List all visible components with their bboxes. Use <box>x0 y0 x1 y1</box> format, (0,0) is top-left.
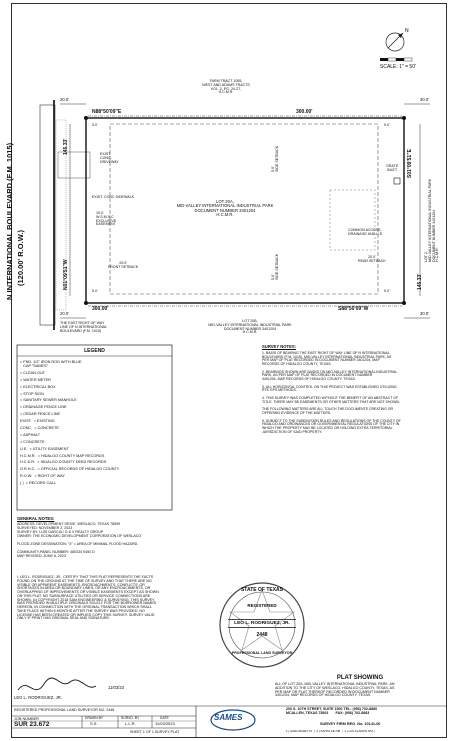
grate-inlet <box>394 178 400 184</box>
survey-note: THE FOLLOWING MATTERS ARE ALL TOUCH THE DOCUMENTS CREATING OR OFFERING EVIDENCE OF THE MATTERS: <box>262 407 394 416</box>
side-setback-top: 5.0' SIDE SETBACK <box>271 145 279 172</box>
survey-note: 3. ALL HORIZONTAL CONTROL ON THIS PROJECT WAS ESTABLISHED UTILIZING RTK GPS METHODS. <box>262 384 397 393</box>
road-row: (120.00' R.O.W.) <box>16 230 25 286</box>
date-value: 11/03/2023 <box>155 721 175 726</box>
legend-item: = ELECTRICAL BOX <box>20 384 56 389</box>
north-tract-label: FARM TRACT 1055, WEST AND ADAMS TRACTS VOL. 2, PG. 24-27, H.C.M.R. <box>202 79 250 95</box>
bearing-north: N88°50'09"E <box>92 109 122 115</box>
survey-note: 1. BASIS OF BEARING THE EAST RIGHT OF WAY LINE OF N INTERNATIONAL BOULEVARD (F.M. 1015), MID-VALLEY INTERNATIONAL INDUSTRIAL PARK, AS PER MAP OF PLAT RECORDED IN DOCUMENT NUMBER 3401204, MAP RECORDS OF HIDALGO COUNTY, TEXAS <box>262 351 392 367</box>
legend-item: = DRAINAGE FENCE LINE <box>20 405 67 410</box>
plat-description: ALL OF LOT 20A, MID-VALLEY INTERNATIONAL INDUSTRIAL PARK, AN ADDITION TO THE CITY OF WESLACO, HIDALGO COUNTY, TEXAS, AS PER MAP OR PLAT THEREOF RECORDED IN DOCUMENT NUMBER 3401204, MAP RECORDS OF HIDALGO COUNTY, TEXAS. <box>275 682 395 698</box>
general-note-line: COMMUNITY-PANEL NUMBER: 480334 0450 D <box>17 550 95 554</box>
common-access-area <box>330 190 375 250</box>
grate-inlet-label: GRATE INLET <box>386 164 399 172</box>
general-notes-title: GENERAL NOTES: <box>17 516 55 521</box>
bearing-west: N01°09'51"W <box>63 259 69 290</box>
legend-item: H.C.D.R. = HIDALGO COUNTY DEED RECORDS <box>20 460 107 465</box>
road-strip <box>40 105 55 325</box>
corner-nw <box>84 116 88 120</box>
seal-top: STATE OF TEXAS <box>240 587 284 593</box>
signature-date: 11/03/23 <box>108 685 124 690</box>
survey-note: 4. THIS SURVEY WAS COMPLETED WITHOUT THE BENEFIT OF AN ABSTRACT OF TITLE. THERE MAY BE EASEMENTS OR OTHER MATTERS THAT ARE NOT SHOWN. <box>262 396 400 404</box>
firm-address: 200 S. 10TH STREET, SUITE 1500 TEL: (956) 702-8880 MCALLEN, TEXAS 78501 FAX: (956) 702-8883 <box>286 707 378 715</box>
driveway <box>58 152 90 178</box>
legend-item: U.E. = UTILITY EASEMENT <box>20 446 69 451</box>
front-setback-label: 20.0' FRONT SETBACK <box>108 261 139 269</box>
north-arrow-icon <box>386 28 409 51</box>
scale-bar <box>380 58 412 61</box>
signature-name: LEO L. RODRIGUEZ, JR. <box>14 695 62 700</box>
survey-note: 2. BEARINGS SHOWN ARE BASED ON MID-VALLEY INTERNATIONAL INDUSTRIAL PARK, AS PER MAP OF PLAT RECORDED IN DOCUMENT NUMBER 3401204, MAP RECORDS OF HIDALGO COUNTY, TEXAS. <box>262 369 398 382</box>
firm-logo: SAMES <box>214 713 243 722</box>
easement-label: 15.0' W.S.M.S.C. EXCLUSIVE EASEMENT <box>96 211 117 227</box>
dim-20b: 20.0' <box>60 311 69 316</box>
drawn-value: S.S. <box>90 721 98 726</box>
legend-item: R.O.W. = RIGHT OF WAY <box>20 474 65 479</box>
dist-north: 300.00' <box>296 109 313 115</box>
general-note-line: MAP REVISED: JUNE 6, 2023 <box>17 554 66 558</box>
lot-east-label: LOT 2, MID-VALLEY INTERNATIONAL INDUSTRIAL PARK DOCUMENT NUMBER 3401204 H.C.M.R. <box>424 178 440 262</box>
corner-sw <box>84 301 88 305</box>
legend-item: = CONCRETE <box>20 439 45 444</box>
seal-bottom: PROFESSIONAL LAND SURVEYOR <box>231 651 293 655</box>
survey-notes-list <box>262 352 442 438</box>
signature-title: REGISTERED PROFESSIONAL LAND SURVEYOR NO. 2448 <box>14 708 115 712</box>
legend-item: = STOP SIGN <box>20 391 44 396</box>
side-setback-bottom: 5.0' SIDE SETBACK <box>271 253 279 280</box>
seal-number: 2448 <box>256 632 268 638</box>
dim-5b: 5.0' <box>384 123 390 127</box>
job-value: SUR 23.672 <box>14 721 50 728</box>
legend-item: = ASPHALT <box>20 432 41 437</box>
general-note-line: SURVEY BY: LUIS GARCIA / G & V REALTY GROUP <box>17 530 104 534</box>
dim-30b: 30.0' <box>420 311 429 316</box>
legend-item: EXIST. = EXISTING <box>20 419 55 424</box>
bearing-south: S88°50'09"W <box>338 306 369 312</box>
general-note-line: ADDRESS: DEVELOPMENT DRIVE, WESLACO, TEXAS 78599 <box>17 522 121 526</box>
row-line-label: THE EAST RIGHT OF WAY LINE OF N INTERNATIONAL BOULEVARD (F.M. 1015) <box>60 321 108 333</box>
general-note-line: FLOOD ZONE DESIGNATION: "X" = AREA OF MINIMAL FLOOD HAZARD. <box>17 542 139 546</box>
general-note-line: OWNER: THE ECONOMIC DEVELOPMENT CORPORATION OF WESLACO <box>17 534 142 538</box>
legend-item: = FND. 1/2" IRON ROD WITH BLUE CAP "SAMES" <box>20 360 82 368</box>
scale-label: SCALE: 1" = 50' <box>380 64 416 70</box>
survey-notes-title: SURVEY NOTES: <box>262 344 297 349</box>
date-label: DATE <box>160 716 169 720</box>
survey-note: 5. SUBJECT TO THE SUBDIVISION RULES AND REGULATIONS OF THE COUNTY OF HIDALGO AND ORDINANCES OR GOVERNMENTAL REGULATIONS OF THE CITY IN WHICH THE PROPERTY MAY BE LOCATED OR HOLDING EXTRA TERRITORIAL JURISDICTION OF SAID PROPERTY. <box>262 418 401 434</box>
legend-item: = WATER METER <box>20 377 51 382</box>
dim-5c: 5.0' <box>92 289 98 293</box>
driveway-label: EXIST. CONC. DRIVEWAY <box>100 152 119 164</box>
rear-setback-label: 20.0' REAR SETBACK <box>358 255 386 263</box>
firm-number: SURVEY FIRM REG. No. 10141-00 <box>320 722 381 726</box>
certification-text: I, LEO L. RODRIGUEZ, JR., CERTIFY THAT THIS PLAT REPRESENTS THE FACTS FOUND ON THE GROUND AT THE TIME OF SURVEY AND THAT THERE ARE NO VISIBLE OR APPARENT EASEMENTS, ENCROACHMENTS, CONFLICTS, OR SHORTAGES IN AREA OR BOUNDARY LINES, OR ANY ENCROACHMENTS, OR OVERLAPPING OF IMPROVEMENTS OR VISIBLE EASEMENTS EXCEPT AS SHOWN ON THIS PLAT. NO SUBSURFACE UTILITIES OR SERVICE CONNECTIONS ARE SHOWN. (c) COPYRIGHT 2018 SAM ENGINEERING & SURVEYING. THIS SURVEY WAS PROVIDED IN MULTIPLE ORIGINALS SOLELY FOR THE BORROWER NAMED HEREON, IN CONNECTION WITH THE ORIGINAL TRANSACTION WHICH SHALL TAKE PLACE WITHIN 6 MONTHS AFTER THE SURVEY WAS PROVIDED. NO LICENSE HAS BEEN CREATED OR IMPLIED COPY THIS SURVEY. SURVEY VALID ONLY IF PRINT HAS ORIGINAL SEAL AND SIGNATURE. <box>17 575 159 621</box>
lot-south-label: LOT 20B, MID-VALLEY INTERNATIONAL INDUSTRIAL PARK DOCUMENT NUMBER 3401204 H.C.M.R. <box>208 319 292 335</box>
dist-south: 300.00' <box>92 306 109 312</box>
legend-item: = SANITARY SEWER MANHOLE <box>20 398 77 403</box>
sidewalk-label: EXIST. CONC SIDEWALK <box>92 195 135 199</box>
plat-title: PLAT SHOWING <box>336 675 384 681</box>
corner-ne <box>402 116 406 120</box>
svg-text:N: N <box>405 28 409 34</box>
dim-5d: 5.0' <box>384 289 390 293</box>
sheet-label: SHEET 1 OF 1 SURVEY PLAT <box>130 730 180 734</box>
legend-item: = CLEAN OUT <box>20 370 46 375</box>
survd-label: SURVD. BY <box>121 716 140 720</box>
lot-title: LOT 20A, MID-VALLEY INTERNATIONAL INDUSTRIAL PARK DOCUMENT NUMBER 3401204 H.C.M.R. <box>176 199 274 218</box>
survd-value: L.L.R. <box>125 721 136 726</box>
firm-footer: 1 | HARLINGEN TX | 2 | SANTA FE NM | 1 | LAS ALAMOS NM. | <box>286 729 376 733</box>
seal-name: LEO L. RODRIGUEZ, JR. <box>228 619 296 628</box>
common-access-label: COMMON ACCESS, DRAINAGE AND U.E. <box>348 228 384 236</box>
legend-title: LEGEND <box>84 348 105 354</box>
dist-west: 145.33' <box>63 138 69 155</box>
drawn-label: DRAWN BY <box>85 716 104 720</box>
road-name: N INTERNATIONAL BOULEVARD (F.M. 1015) <box>5 142 14 300</box>
legend-item: CONC. = CONCRETE <box>20 426 59 431</box>
dim-30a: 30.0' <box>420 97 429 102</box>
dim-5a: 5.0' <box>92 123 98 127</box>
corner-se <box>402 301 406 305</box>
bearing-east: S01°09'51"E <box>407 149 413 178</box>
legend-item: ( ) = RECORD CALL <box>20 481 56 486</box>
job-label: JOB NUMBER <box>14 717 39 721</box>
legend-list <box>20 360 170 488</box>
legend-item: H.C.M.R. = HIDALGO COUNTY MAP RECORDS <box>20 453 105 458</box>
legend-item: O.R.H.C. = OFFICIAL RECORDS OF HIDALGO COUNTY <box>20 467 120 472</box>
seal-registered: REGISTERED <box>247 603 277 608</box>
signature-scribble <box>18 678 96 690</box>
dist-east: 145.33' <box>417 273 423 290</box>
legend-item: = CEDAR FENCE LINE <box>20 412 60 417</box>
dim-20a: 20.0' <box>60 97 69 102</box>
general-note-line: SURVEYED: NOVEMBER 2, 2023 <box>17 526 73 530</box>
general-notes-list <box>17 523 217 559</box>
